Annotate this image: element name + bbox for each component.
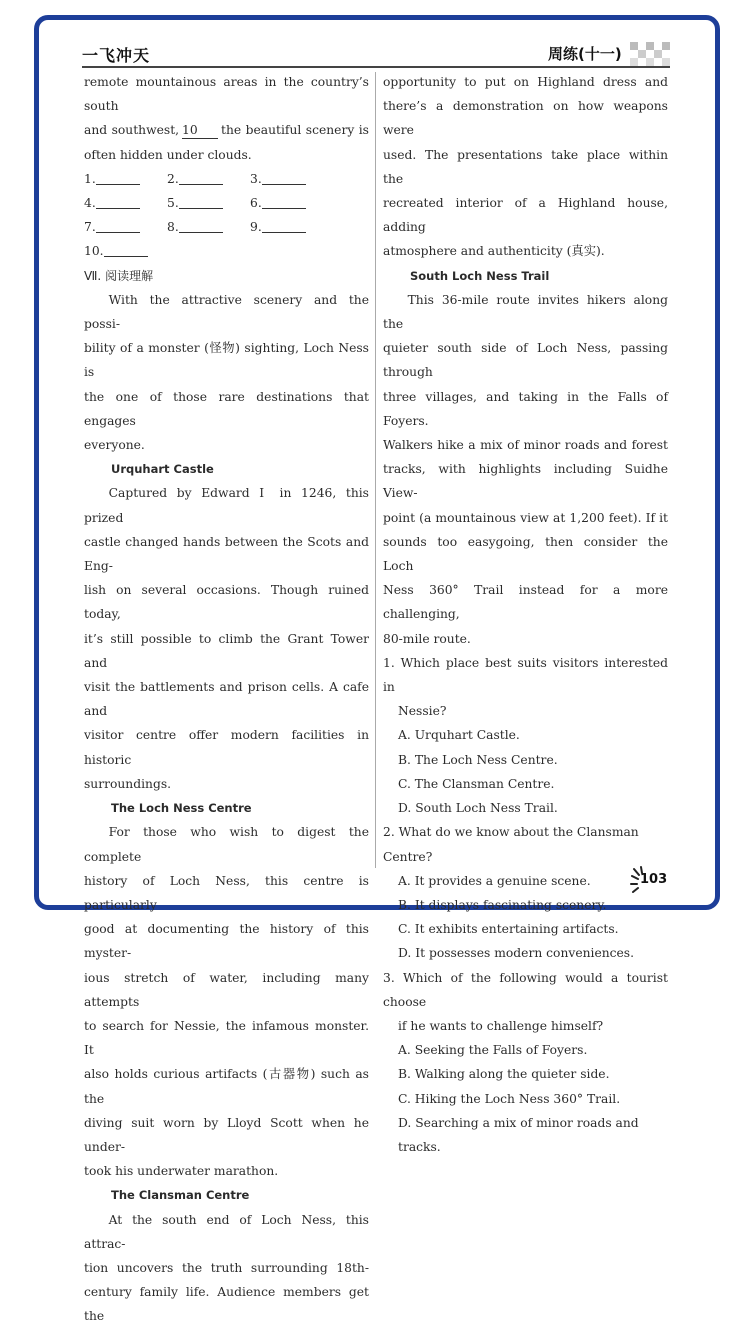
answer-option[interactable]: D. South Loch Ness Trail. [398,801,558,816]
answer-option[interactable]: D. Searching a mix of minor roads and tracks. [398,1115,639,1154]
question-3 [383,966,668,1160]
answer-option[interactable]: A. Urquhart Castle. [398,728,520,743]
text-line: Captured by Edward Ⅰ in 1246, this prized [84,486,369,525]
question-stem: 3. Which of the following would a tourist choose [383,970,668,1009]
text-line: to search for Nessie, the infamous monster. It [84,1018,369,1058]
left-column [84,70,369,1329]
text-line: Ness 360° Trail instead for a more challenging, [383,583,668,622]
text-line: visit the battlements and prison cells. A cafe and [84,680,369,719]
answer-blank[interactable] [179,195,223,209]
section-label: Ⅶ. 阅读理解 [84,268,154,283]
text-line: everyone. [84,438,145,453]
checker-pattern-icon [630,42,670,66]
text-line: and southwest, 10 the beautiful scenery is [84,123,369,138]
page-number: 103 [640,872,668,887]
text-line: This 36-mile route invites hikers along the [383,292,668,332]
answer-blank-10: 10 [182,123,218,139]
answer-option[interactable]: C. Hiking the Loch Ness 360° Trail. [398,1091,621,1106]
answer-blank[interactable] [96,219,140,233]
text-line: atmosphere and authenticity (真实). [383,244,605,259]
text-line: recreated interior of a Highland house, adding [383,196,668,235]
text-line: the one of those rare destinations that engages [84,389,369,428]
text-line: castle changed hands between the Scots and Eng- [84,534,369,574]
answer-blank[interactable] [262,219,306,233]
answer-option[interactable]: C. The Clansman Centre. [398,776,555,791]
answer-option[interactable]: B. It displays fascinating scenery. [398,897,607,912]
answer-blank[interactable] [262,171,306,185]
section-heading: South Loch Ness Trail [410,268,550,283]
column-divider [375,72,376,868]
text-line: good at documenting the history of this myster- [84,922,369,961]
text-line: remote mountainous areas in the country’s south [84,75,369,114]
header-rule [82,66,670,68]
answer-blank[interactable] [179,219,223,233]
text-line: Walkers hike a mix of minor roads and forest [383,438,668,453]
text-line: For those who wish to digest the complete [84,825,369,864]
text-line: surroundings. [84,776,172,791]
answer-option[interactable]: B. The Loch Ness Centre. [398,752,558,767]
question-1 [383,651,668,820]
section-heading: Urquhart Castle [111,462,214,477]
series-title: 一飞冲天 [82,46,151,65]
answer-blank[interactable] [96,171,140,185]
answer-option[interactable]: C. It exhibits entertaining artifacts. [398,922,619,937]
text-line: also holds curious artifacts (古器物) such as the [84,1067,369,1106]
answer-blank[interactable] [179,171,223,185]
text-line: bility of a monster (怪物) sighting, Loch Ness is [84,341,369,380]
answer-blanks-row: 10. [84,239,369,263]
question-2 [383,820,668,965]
answer-blanks-row: 4. 5. 6. [84,191,369,215]
answer-blanks-row: 7. 8. 9. [84,215,369,239]
text-line: lish on several occasions. Though ruined today, [84,583,369,622]
text-line: visitor centre offer modern facilities in historic [84,728,369,767]
text-line: history of Loch Ness, this centre is particularly [84,873,369,912]
text-line: tracks, with highlights including Suidhe View- [383,462,668,501]
text-line: took his underwater marathon. [84,1164,279,1179]
answer-blank[interactable] [262,195,306,209]
text-line: often hidden under clouds. [84,147,252,162]
section-heading: The Loch Ness Centre [111,801,252,816]
question-stem: if he wants to challenge himself? [398,1018,604,1033]
text-line: opportunity to put on Highland dress and [383,75,668,89]
text-line: ious stretch of water, including many attempts [84,970,369,1009]
text-line: three villages, and taking in the Falls of Foyers. [383,389,668,428]
section-heading: The Clansman Centre [111,1188,250,1203]
text-line: With the attractive scenery and the possi- [84,292,369,332]
question-stem: 2. What do we know about the Clansman Centre? [383,825,639,864]
answer-option[interactable]: D. It possesses modern conveniences. [398,946,635,961]
answer-blanks-row: 1. 2. 3. [84,167,369,191]
text-line: diving suit worn by Lloyd Scott when he under- [84,1115,369,1154]
text-line: 80-mile route. [383,631,471,646]
right-column [383,70,668,1159]
text-line: quieter south side of Loch Ness, passing through [383,341,668,380]
text-line: At the south end of Loch Ness, this attrac- [84,1212,369,1251]
answer-blank[interactable] [96,195,140,209]
text-line: point (a mountainous view at 1,200 feet). If it [383,510,668,525]
question-stem: 1. Which place best suits visitors interested in [383,655,668,695]
answer-option[interactable]: B. Walking along the quieter side. [398,1067,610,1082]
text-line: century family life. Audience members get the [84,1285,369,1324]
unit-title: 周练(十一) [548,45,622,63]
text-line: used. The presentations take place within the [383,147,668,186]
question-stem: Nessie? [398,704,447,719]
text-line: there’s a demonstration on how weapons were [383,99,668,138]
text-line: tion uncovers the truth surrounding 18th- [84,1260,369,1275]
text-line: it’s still possible to climb the Grant Tower and [84,631,369,670]
text-line: sounds too easygoing, then consider the Loch [383,534,668,574]
answer-option[interactable]: A. It provides a genuine scene. [398,873,591,888]
answer-option[interactable]: A. Seeking the Falls of Foyers. [398,1043,588,1058]
answer-blank[interactable] [104,243,148,257]
